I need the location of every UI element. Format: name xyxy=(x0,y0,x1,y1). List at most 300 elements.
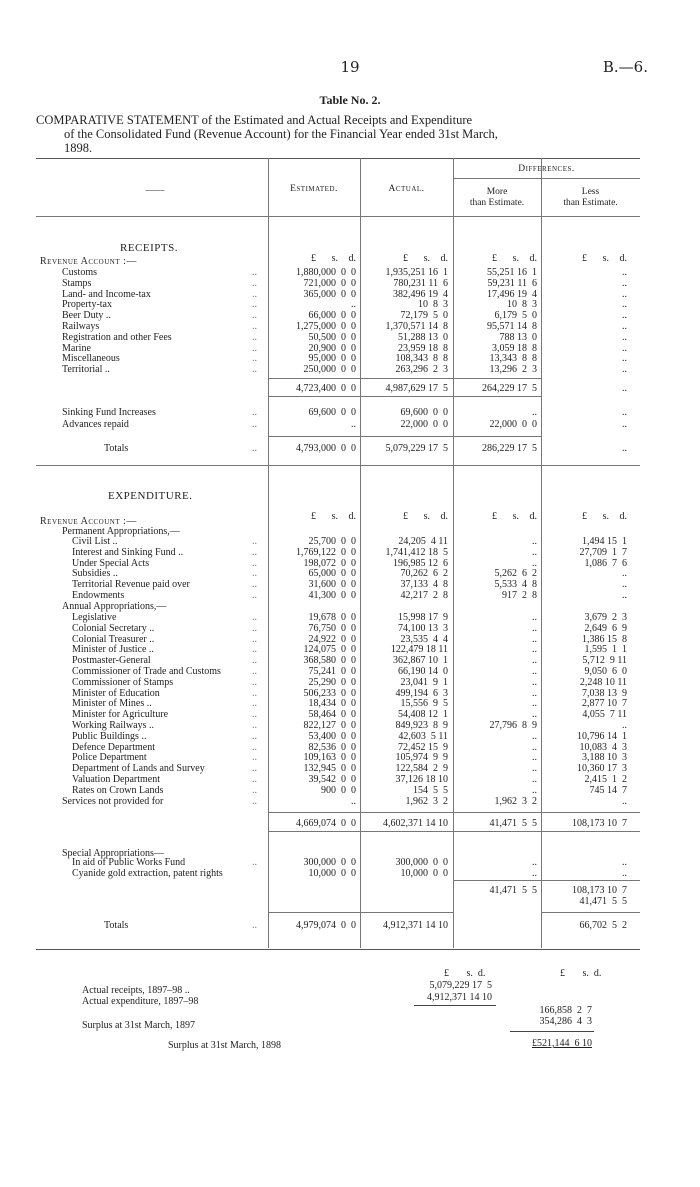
receipts-heading: RECEIPTS. xyxy=(120,242,178,254)
leader-dots: .. xyxy=(252,419,257,430)
est-value: 132,945 0 0 xyxy=(303,763,356,775)
less-value: 9,050 6 0 xyxy=(584,666,627,677)
header-rule xyxy=(36,216,640,217)
receipts-unit-s: s. xyxy=(423,253,430,264)
summary-header-2: £ s. d. xyxy=(560,968,602,979)
leader-dots: .. xyxy=(252,364,257,376)
est-value: 300,000 0 0 xyxy=(303,857,356,868)
act-value: 1,370,571 14 8 xyxy=(385,321,448,332)
leader-dots: .. xyxy=(252,331,257,343)
receipts-unit-d: d. xyxy=(529,253,537,264)
act-value: 382,496 19 4 xyxy=(393,288,448,300)
less-value: 4,055 7 11 xyxy=(582,709,627,721)
less-value: .. xyxy=(622,419,627,430)
act-value: 4,987,629 17 5 xyxy=(385,383,448,394)
expenditure-label: Interest and Sinking Fund .. xyxy=(72,546,184,558)
est-value: 4,723,400 0 0 xyxy=(296,383,356,394)
less-value: .. xyxy=(622,299,627,311)
est-value: 41,300 0 0 xyxy=(308,590,356,601)
actual-column-header: Actual. xyxy=(388,184,425,194)
expend-unit-s: s. xyxy=(602,511,609,522)
more-value: .. xyxy=(532,730,537,742)
expenditure-totals-label: Totals xyxy=(104,920,129,931)
page-number: 19 xyxy=(340,58,360,76)
act-value: 74,100 13 3 xyxy=(398,622,448,634)
receipt-label: Railways xyxy=(62,321,100,332)
less-value: 2,248 10 11 xyxy=(579,676,627,688)
less-value: 41,471 5 5 xyxy=(579,896,627,907)
est-value: 124,075 0 0 xyxy=(303,644,356,656)
subtotal-rule xyxy=(268,812,360,813)
more-value: 27,796 8 9 xyxy=(489,720,537,731)
expenditure-label: Cyanide gold extraction, patent rights xyxy=(72,868,223,879)
leader-dots: .. xyxy=(252,633,257,645)
leader-dots: .. xyxy=(252,546,257,558)
more-value: .. xyxy=(532,655,537,667)
summary-value: 354,286 4 3 xyxy=(539,1016,592,1027)
leader-dots: .. xyxy=(252,730,257,742)
leader-dots: .. xyxy=(252,443,257,454)
leader-dots: .. xyxy=(252,709,257,721)
subtotal-rule xyxy=(360,378,453,379)
leader-dots: .. xyxy=(252,267,257,278)
est-value: 822,127 0 0 xyxy=(303,720,356,731)
act-value: 24,205 4 11 xyxy=(398,536,448,547)
summary-label: Actual expenditure, 1897–98 xyxy=(82,996,199,1007)
more-value: 59,231 11 6 xyxy=(487,277,537,289)
act-value: 196,985 12 6 xyxy=(393,557,448,569)
act-value: 54,408 12 1 xyxy=(398,709,448,721)
expenditure-label: Department of Lands and Survey xyxy=(72,763,205,775)
act-value: 154 5 5 xyxy=(413,784,448,796)
expenditure-label: Minister of Education xyxy=(72,687,160,699)
act-value: 263,296 2 3 xyxy=(395,364,448,376)
expenditure-label: Police Department xyxy=(72,752,147,764)
leader-dots: .. xyxy=(252,622,257,634)
leader-dots: .. xyxy=(252,407,257,418)
act-value: 42,217 2 8 xyxy=(400,590,448,601)
expenditure-label: Commissioner of Stamps xyxy=(72,676,174,688)
expenditure-label: Rates on Crown Lands xyxy=(72,784,164,796)
leader-dots: .. xyxy=(252,568,257,580)
summary-label: Surplus at 31st March, 1898 xyxy=(168,1040,282,1051)
expend-unit-s: s. xyxy=(423,511,430,522)
receipt-label: Marine xyxy=(62,342,91,354)
act-value: 1,962 3 2 xyxy=(405,796,448,807)
table-title xyxy=(36,113,640,155)
leader-dots: .. xyxy=(252,920,257,931)
totals-rule xyxy=(268,436,453,437)
more-value: 41,471 5 5 xyxy=(489,885,537,896)
est-value: 39,542 0 0 xyxy=(308,774,356,785)
less-value: .. xyxy=(622,277,627,289)
more-value: 22,000 0 0 xyxy=(489,419,537,430)
receipts-totals-label: Totals xyxy=(104,443,129,454)
receipts-unit-d: d. xyxy=(348,253,356,264)
act-value: 72,452 15 9 xyxy=(398,741,448,753)
totals-rule xyxy=(541,912,640,913)
more-header: More xyxy=(486,187,508,197)
expenditure-label: Public Buildings .. xyxy=(72,730,147,742)
est-value: 198,072 0 0 xyxy=(303,557,356,569)
summary-label: Actual receipts, 1897–98 .. xyxy=(82,985,190,996)
summary-surplus-value: £521,144 6 10 xyxy=(532,1038,592,1049)
less-value: .. xyxy=(622,579,627,591)
less-value: 27,709 1 7 xyxy=(579,546,627,558)
leader-dots: .. xyxy=(252,676,257,688)
receipt-label: Advances repaid xyxy=(62,419,129,430)
less-header-2: than Estimate. xyxy=(563,198,618,208)
estimated-column-header: Estimated. xyxy=(290,184,338,194)
more-value: .. xyxy=(532,536,537,547)
leader-dots: .. xyxy=(252,644,257,656)
expenditure-label: Commissioner of Trade and Customs xyxy=(72,666,221,677)
more-value: 10 8 3 xyxy=(507,299,537,311)
paper-reference: B.—6. xyxy=(602,58,648,76)
act-value: 23,041 9 1 xyxy=(400,676,448,688)
net-rule xyxy=(453,880,640,881)
act-value: 10,000 0 0 xyxy=(400,868,448,879)
expend-unit-l: £ xyxy=(403,511,408,522)
expenditure-label: Subsidies .. xyxy=(72,568,118,580)
act-value: 15,556 9 5 xyxy=(400,698,448,710)
receipt-label: Property-tax xyxy=(62,299,112,311)
more-header-2: than Estimate. xyxy=(469,198,525,208)
act-value: 66,190 14 0 xyxy=(398,666,448,677)
less-value: 10,360 17 3 xyxy=(577,763,627,775)
less-value: .. xyxy=(622,443,627,454)
less-value: .. xyxy=(622,310,627,322)
less-value: .. xyxy=(622,868,627,879)
receipts-unit-s: s. xyxy=(331,253,338,264)
leader-dots: .. xyxy=(252,655,257,667)
less-value: 10,796 14 1 xyxy=(577,730,627,742)
subtotal-rule xyxy=(268,831,453,832)
est-value: 4,669,074 0 0 xyxy=(296,818,356,829)
leader-dots: .. xyxy=(252,342,257,354)
receipts-unit-s: s. xyxy=(602,253,609,264)
leader-dots: .. xyxy=(252,666,257,677)
expenditure-heading: EXPENDITURE. xyxy=(108,490,193,502)
receipts-unit-l: £ xyxy=(311,253,316,264)
more-value: .. xyxy=(532,868,537,879)
more-value: .. xyxy=(532,774,537,785)
expenditure-label: Territorial Revenue paid over xyxy=(72,579,190,591)
est-value: 58,464 0 0 xyxy=(308,709,356,721)
est-value: 4,979,074 0 0 xyxy=(296,920,356,931)
summary-value: 4,912,371 14 10 xyxy=(427,992,492,1003)
receipt-label: Sinking Fund Increases xyxy=(62,407,156,418)
revenue-account-label: Revenue Account :— xyxy=(40,256,137,267)
receipt-label: Stamps xyxy=(62,277,92,289)
est-value: 19,678 0 0 xyxy=(308,612,356,623)
est-value: 76,750 0 0 xyxy=(308,622,356,634)
more-value: .. xyxy=(532,612,537,623)
act-value: 4,602,371 14 10 xyxy=(383,818,448,829)
est-value: 53,400 0 0 xyxy=(308,730,356,742)
expenditure-label: Legislative xyxy=(72,612,117,623)
more-value: 3,059 18 8 xyxy=(492,342,537,354)
leader-dots: .. xyxy=(252,763,257,775)
est-value: 4,793,000 0 0 xyxy=(296,443,356,454)
totals-rule xyxy=(453,436,541,437)
permanent-appropriations-label: Permanent Appropriations,— xyxy=(62,526,180,537)
summary-value: 5,079,229 17 5 xyxy=(429,980,492,991)
more-value: 13,343 8 8 xyxy=(489,353,537,365)
less-value: 3,188 10 3 xyxy=(582,752,627,764)
less-value: 2,415 1 2 xyxy=(584,774,627,785)
expend-unit-s: s. xyxy=(331,511,338,522)
est-value: 69,600 0 0 xyxy=(308,407,356,418)
expend-unit-l: £ xyxy=(492,511,497,522)
leader-dots: .. xyxy=(252,536,257,547)
table-number: Table No. 2. xyxy=(319,93,381,107)
expend-unit-l: £ xyxy=(582,511,587,522)
est-value: .. xyxy=(351,419,356,430)
act-value: 37,133 4 8 xyxy=(400,579,448,591)
less-value: 745 14 7 xyxy=(589,784,627,796)
less-value: .. xyxy=(622,364,627,376)
receipt-label: Territorial .. xyxy=(62,364,110,376)
est-value: 25,700 0 0 xyxy=(308,536,356,547)
less-value: 108,173 10 7 xyxy=(572,818,627,829)
leader-dots: .. xyxy=(252,774,257,785)
receipts-unit-l: £ xyxy=(403,253,408,264)
more-value: .. xyxy=(532,709,537,721)
act-value: 108,343 8 8 xyxy=(395,353,448,365)
receipts-unit-d: d. xyxy=(619,253,627,264)
act-value: 499,194 6 3 xyxy=(395,687,448,699)
leader-dots: .. xyxy=(252,741,257,753)
expend-unit-d: d. xyxy=(619,511,627,522)
less-value: .. xyxy=(622,342,627,354)
leader-dots: .. xyxy=(252,857,257,868)
more-value: 5,262 6 2 xyxy=(494,568,537,580)
act-value: 10 8 3 xyxy=(418,299,448,311)
act-value: 15,998 17 9 xyxy=(398,612,448,623)
section-rule xyxy=(36,465,640,466)
subtotal-rule xyxy=(453,396,541,397)
receipt-label: Miscellaneous xyxy=(62,353,120,365)
est-value: 25,290 0 0 xyxy=(308,676,356,688)
est-value: 18,434 0 0 xyxy=(308,698,356,710)
act-value: 122,584 2 9 xyxy=(395,763,448,775)
more-value: 55,251 16 1 xyxy=(487,267,537,278)
est-value: 10,000 0 0 xyxy=(308,868,356,879)
subtotal-rule xyxy=(541,812,640,813)
est-value: 65,000 0 0 xyxy=(308,568,356,580)
est-value: 1,880,000 0 0 xyxy=(296,267,356,278)
less-value: 1,595 1 1 xyxy=(584,644,627,656)
act-value: 1,741,412 18 5 xyxy=(385,546,448,558)
subtotal-rule xyxy=(360,812,453,813)
less-value: 1,086 7 6 xyxy=(584,557,627,569)
expend-unit-l: £ xyxy=(311,511,316,522)
act-value: 362,867 10 1 xyxy=(393,655,448,667)
receipt-label: Customs xyxy=(62,267,98,278)
expenditure-label: Minister of Justice .. xyxy=(72,644,154,656)
expenditure-label: Valuation Department xyxy=(72,774,161,785)
act-value: 780,231 11 6 xyxy=(393,277,448,289)
summary-value: 166,858 2 7 xyxy=(539,1005,592,1016)
more-value: 95,571 14 8 xyxy=(487,321,537,332)
expenditure-label: Endowments xyxy=(72,590,125,601)
leader-dots: .. xyxy=(252,579,257,591)
more-value: .. xyxy=(532,557,537,569)
receipts-unit-l: £ xyxy=(492,253,497,264)
est-value: 1,769,122 0 0 xyxy=(296,546,356,558)
leader-dots: .. xyxy=(252,277,257,289)
more-value: .. xyxy=(532,633,537,645)
special-appropriations-label: Special Appropriations— xyxy=(62,848,164,859)
est-value: 82,536 0 0 xyxy=(308,741,356,753)
expenditure-label: Working Railways .. xyxy=(72,720,154,731)
act-value: 37,126 18 10 xyxy=(395,774,448,785)
est-value: 31,600 0 0 xyxy=(308,579,356,591)
expenditure-label: In aid of Public Works Fund xyxy=(72,857,186,868)
act-value: 849,923 8 9 xyxy=(395,720,448,731)
act-value: 51,288 13 0 xyxy=(398,331,448,343)
est-value: 20,900 0 0 xyxy=(308,342,356,354)
act-value: 122,479 18 11 xyxy=(390,644,448,656)
more-value: 13,296 2 3 xyxy=(489,364,537,376)
less-value: .. xyxy=(622,288,627,300)
subtotal-rule xyxy=(453,812,541,813)
less-value: 1,494 15 1 xyxy=(582,536,627,547)
act-value: 300,000 0 0 xyxy=(395,857,448,868)
expenditure-label: Minister of Mines .. xyxy=(72,698,152,710)
receipt-label: Land- and Income-tax xyxy=(62,288,151,300)
est-value: 250,000 0 0 xyxy=(303,364,356,376)
less-value: .. xyxy=(622,267,627,278)
less-value: .. xyxy=(622,568,627,580)
est-value: 50,500 0 0 xyxy=(308,331,356,343)
subtotal-rule xyxy=(453,831,640,832)
less-value: .. xyxy=(622,353,627,365)
title-line-2: of the Consolidated Fund (Revenue Account) for the Financial Year ended 31st March, xyxy=(64,127,498,141)
less-header: Less xyxy=(581,187,600,197)
differences-header: Differences. xyxy=(518,164,575,174)
act-value: 4,912,371 14 10 xyxy=(383,920,448,931)
leader-dots: .. xyxy=(252,796,257,807)
act-value: 5,079,229 17 5 xyxy=(385,443,448,454)
less-value: .. xyxy=(622,796,627,807)
totals-rule xyxy=(268,912,453,913)
est-value: 1,275,000 0 0 xyxy=(296,321,356,332)
est-value: 900 0 0 xyxy=(321,784,356,796)
est-value: 95,000 0 0 xyxy=(308,353,356,365)
more-value: .. xyxy=(532,741,537,753)
act-value: 22,000 0 0 xyxy=(400,419,448,430)
more-value: 264,229 17 5 xyxy=(482,383,537,394)
more-value: 17,496 19 4 xyxy=(487,288,537,300)
less-value: 10,083 4 3 xyxy=(579,741,627,753)
leader-dots: .. xyxy=(252,612,257,623)
more-value: .. xyxy=(532,763,537,775)
leader-dots: .. xyxy=(252,299,257,311)
est-value: .. xyxy=(351,796,356,807)
est-value: 66,000 0 0 xyxy=(308,310,356,322)
leader-dots: .. xyxy=(252,784,257,796)
less-value: .. xyxy=(622,321,627,332)
more-value: 41,471 5 5 xyxy=(489,818,537,829)
more-value: .. xyxy=(532,752,537,764)
more-value: 788 13 0 xyxy=(499,331,537,343)
more-value: 917 2 8 xyxy=(502,590,537,601)
act-value: 70,262 6 2 xyxy=(400,568,448,580)
expenditure-label: Minister for Agriculture xyxy=(72,709,169,721)
est-value: 365,000 0 0 xyxy=(303,288,356,300)
less-value: 2,649 6 9 xyxy=(584,622,627,634)
expenditure-label: Colonial Treasurer .. xyxy=(72,633,155,645)
leader-dots: .. xyxy=(252,698,257,710)
more-value: .. xyxy=(532,698,537,710)
expend-unit-d: d. xyxy=(348,511,356,522)
summary-rule xyxy=(510,1031,594,1032)
more-value: .. xyxy=(532,644,537,656)
title-line-3: 1898. xyxy=(64,141,93,155)
expenditure-label: Civil List .. xyxy=(72,536,118,547)
more-value: .. xyxy=(532,857,537,868)
less-value: 7,038 13 9 xyxy=(582,687,627,699)
act-value: 72,179 5 0 xyxy=(400,310,448,322)
leader-dots: .. xyxy=(252,310,257,322)
annual-appropriations-label: Annual Appropriations,— xyxy=(62,601,167,612)
leader-dots: .. xyxy=(252,557,257,569)
less-value: .. xyxy=(622,857,627,868)
act-value: 23,959 18 8 xyxy=(398,342,448,354)
more-value: .. xyxy=(532,407,537,418)
est-value: 368,580 0 0 xyxy=(303,655,356,667)
est-value: 506,233 0 0 xyxy=(303,687,356,699)
more-value: .. xyxy=(532,666,537,677)
leader-dots: .. xyxy=(252,288,257,300)
est-value: .. xyxy=(351,299,356,311)
expend-unit-s: s. xyxy=(512,511,519,522)
expend-unit-d: d. xyxy=(440,511,448,522)
more-value: 1,962 3 2 xyxy=(494,796,537,807)
more-value: .. xyxy=(532,687,537,699)
summary-header-1: £ s. d. xyxy=(444,968,486,979)
less-value: .. xyxy=(622,383,627,394)
more-value: .. xyxy=(532,676,537,688)
more-value: .. xyxy=(532,546,537,558)
expenditure-label: Postmaster-General xyxy=(72,655,151,667)
leader-dots: .. xyxy=(252,353,257,365)
expenditure-label: Under Special Acts xyxy=(72,557,150,569)
less-value: .. xyxy=(622,407,627,418)
subtotal-rule xyxy=(268,396,453,397)
less-value: .. xyxy=(622,331,627,343)
est-value: 721,000 0 0 xyxy=(303,277,356,289)
summary-rule xyxy=(414,1005,496,1006)
leader-dots: .. xyxy=(252,590,257,601)
more-value: 6,179 5 0 xyxy=(494,310,537,322)
expend-unit-d: d. xyxy=(529,511,537,522)
summary-label: Surplus at 31st March, 1897 xyxy=(82,1020,196,1031)
subtotal-rule xyxy=(453,378,541,379)
receipt-label: Beer Duty .. xyxy=(62,310,111,322)
leader-dots: .. xyxy=(252,752,257,764)
leader-dots: .. xyxy=(252,687,257,699)
est-value: 24,922 0 0 xyxy=(308,633,356,645)
less-value: .. xyxy=(622,720,627,731)
less-value: 3,679 2 3 xyxy=(584,612,627,623)
more-value: 5,533 4 8 xyxy=(494,579,537,591)
act-value: 105,974 9 9 xyxy=(395,752,448,764)
receipt-label: Registration and other Fees xyxy=(62,331,172,343)
title-line-1: COMPARATIVE STATEMENT of the Estimated and Actual Receipts and Expenditure xyxy=(36,113,473,127)
